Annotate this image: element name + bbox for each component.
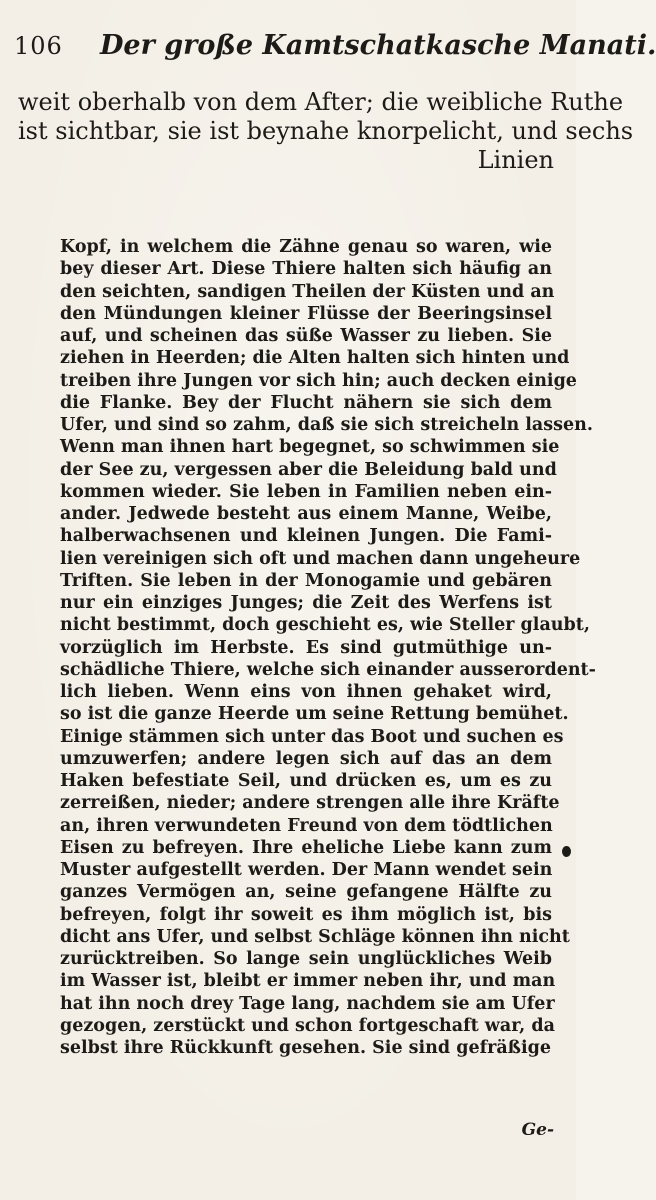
text-line: treiben ihre Jungen vor sich hin; auch decken einige (60, 370, 577, 391)
catchword: Ge- (521, 1120, 554, 1140)
text-line: gezogen, zerstückt und schon fortgeschaft war, da (60, 1015, 555, 1036)
text-line: befreyen, folgt ihr soweit es ihm möglich ist, bis (60, 904, 552, 925)
text-line: nur ein einziges Junges; die Zeit des Werfens ist (60, 593, 552, 613)
fragment-line: weit oberhalb von dem After; die weibliche Ruthe (18, 88, 624, 116)
text-line: auf, und scheinen das süße Wasser zu lieben. Sie (60, 326, 552, 346)
body-text (60, 236, 596, 1059)
text-line: Kopf, in welchem die Zähne genau so waren, wie (60, 237, 552, 257)
text-line: dicht ans Ufer, und selbst Schläge können ihn nicht (60, 926, 570, 947)
text-line: Muster aufgestellt werden. Der Mann wendet sein (60, 860, 553, 880)
text-line: lien vereinigen sich oft und machen dann ungeheure (60, 548, 581, 569)
page-title: Der große Kamtschatkasche Manati. (100, 30, 656, 61)
text-line: nicht bestimmt, doch geschieht es, wie Steller glaubt, (60, 615, 590, 636)
top-text-fragment (18, 88, 634, 175)
text-line: der See zu, vergessen aber die Beleidung bald und (60, 459, 557, 480)
text-line: Eisen zu befreyen. Ihre eheliche Liebe kann zum (60, 837, 552, 858)
text-line: ganzes Vermögen an, seine gefangene Hälfte zu (60, 882, 552, 903)
text-line: den seichten, sandigen Theilen der Küsten und an (60, 281, 555, 302)
text-line: Triften. Sie leben in der Monogamie und gebären (60, 570, 552, 591)
text-line: Haken befestiate Seil, und drücken es, um es zu (60, 771, 552, 791)
page-number: 106 (14, 32, 63, 60)
text-line: an, ihren verwundeten Freund von dem tödtlichen (60, 815, 553, 836)
text-line: ander. Jedwede besteht aus einem Manne, Weibe, (60, 504, 552, 524)
text-line: selbst ihre Rückkunft gesehen. Sie sind gefräßige (60, 1038, 551, 1058)
text-line: lich lieben. Wenn eins von ihnen gehaket wird, (60, 682, 552, 702)
text-line: kommen wieder. Sie leben in Familien neben ein- (60, 481, 552, 502)
running-head (14, 30, 656, 62)
text-line: zurücktreiben. So lange sein unglückliches Weib (60, 949, 552, 969)
text-line: im Wasser ist, bleibt er immer neben ihr, und man (60, 971, 556, 992)
text-line: die Flanke. Bey der Flucht nähern sie sich dem (60, 392, 552, 413)
text-line: Ufer, und sind so zahm, daß sie sich streicheln lassen. (60, 415, 593, 435)
text-line: umzuwerfen; andere legen sich auf das an dem (60, 748, 552, 769)
text-line: halberwachsenen und kleinen Jungen. Die Fami- (60, 526, 552, 547)
ink-spot (562, 846, 571, 857)
text-line: Einige stämmen sich unter das Boot und suchen es (60, 726, 564, 747)
text-line: so ist die ganze Heerde um seine Rettung bemühet. (60, 704, 569, 725)
text-line: Wenn man ihnen hart begegnet, so schwimmen sie (60, 437, 560, 458)
text-line: ziehen in Heerden; die Alten halten sich hinten und (60, 348, 570, 369)
text-line: zerreißen, nieder; andere strengen alle ihre Kräfte (60, 793, 560, 814)
text-line: bey dieser Art. Diese Thiere halten sich häufig an (60, 259, 552, 280)
fragment-line: Linien (477, 146, 554, 174)
text-line: schädliche Thiere, welche sich einander ausserordent- (60, 659, 596, 680)
text-line: hat ihn noch drey Tage lang, nachdem sie am Ufer (60, 993, 555, 1014)
text-line: vorzüglich im Herbste. Es sind gutmüthige un- (60, 637, 552, 658)
text-line: den Mündungen kleiner Flüsse der Beeringsinsel (60, 303, 552, 324)
fragment-line: ist sichtbar, sie ist beynahe knorpelicht, und sechs (18, 117, 634, 145)
